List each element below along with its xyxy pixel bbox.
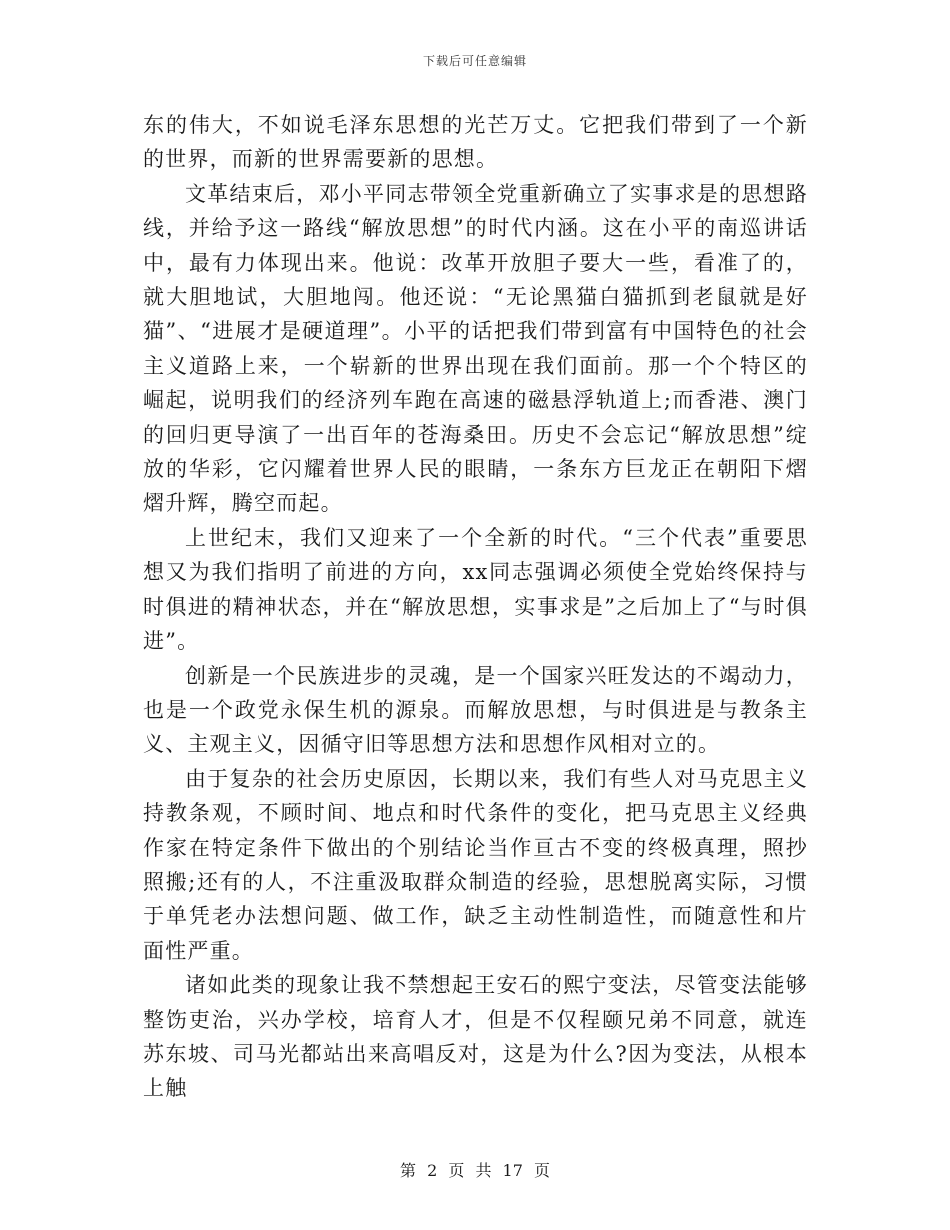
page-header: 下载后可任意编辑: [422, 54, 527, 68]
paragraph-6: 诸如此类的现象让我不禁想起王安石的熙宁变法，尽管变法能够整饬吏治，兴办学校，培育人才，但是不仅程颐兄弟不同意，就连苏东坡、司马光都站出来高唱反对，这是为什么?因为变法，从根本上触: [143, 973, 808, 1101]
document-body: [143, 108, 808, 1106]
paragraph-1: 东的伟大，不如说毛泽东思想的光芒万丈。它把我们带到了一个新的世界，而新的世界需要新的思想。: [143, 113, 808, 172]
paragraph-3: 上世纪末，我们又迎来了一个全新的时代。“三个代表”重要思想又为我们指明了前进的方向，xx同志强调必须使全党始终保持与时俱进的精神状态，并在“解放思想，实事求是”之后加上了“与时俱进”。: [143, 525, 808, 654]
paragraph-4: 创新是一个民族进步的灵魂，是一个国家兴旺发达的不竭动力，也是一个政党永保生机的源泉。而解放思想，与时俱进是与教条主义、主观主义，因循守旧等思想方法和思想作风相对立的。: [143, 663, 808, 757]
page-number-footer: 第 2 页 共 17 页: [400, 1161, 550, 1180]
paragraph-5: 由于复杂的社会历史原因，长期以来，我们有些人对马克思主义持教条观，不顾时间、地点和时代条件的变化，把马克思主义经典作家在特定条件下做出的个别结论当作亘古不变的终极真理，照抄照搬;还有的人，不注重汲取群众制造的经验，思想脱离实际，习惯于单凭老办法想问题、做工作，缺乏主动性制造性，而随意性和片面性严重。: [143, 766, 808, 963]
paragraph-2: 文革结束后，邓小平同志带领全党重新确立了实事求是的思想路线，并给予这一路线“解放思想”的时代内涵。这在小平的南巡讲话中，最有力体现出来。他说：改革开放胆子要大一些，看准了的，就大胆地试，大胆地闯。他还说：“无论黑猫白猫抓到老鼠就是好猫”、“进展才是硬道理”。小平的话把我们带到富有中国特色的社会主义道路上来，一个崭新的世界出现在我们面前。那一个个特区的崛起，说明我们的经济列车跑在高速的磁悬浮轨道上;而香港、澳门的回归更导演了一出百年的苍海桑田。历史不会忘记“解放思想”绽放的华彩，它闪耀着世界人民的眼睛，一条东方巨龙正在朝阳下熠熠升辉，腾空而起。: [143, 181, 808, 516]
